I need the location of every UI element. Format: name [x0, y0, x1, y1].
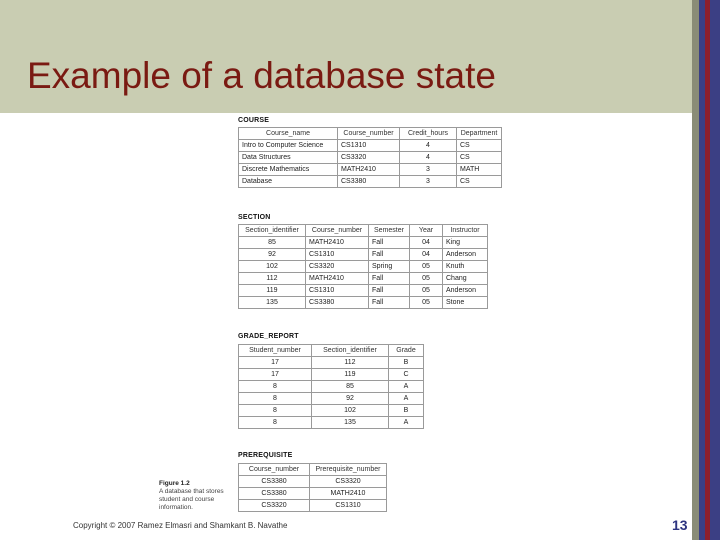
- table-cell: B: [389, 405, 424, 417]
- table-row: [239, 297, 488, 309]
- table-row: [239, 500, 387, 512]
- table-cell: Anderson: [443, 249, 488, 261]
- table-row: [239, 237, 488, 249]
- column-header: Grade: [389, 345, 424, 357]
- grade-report-table: [238, 344, 424, 429]
- table-cell: CS3380: [306, 297, 369, 309]
- table-cell: 119: [239, 285, 306, 297]
- table-cell: 3: [400, 176, 457, 188]
- table-row: [239, 476, 387, 488]
- column-header: Department: [457, 128, 502, 140]
- table-cell: Database: [239, 176, 338, 188]
- table-cell: CS3320: [239, 500, 310, 512]
- table-cell: 85: [312, 381, 389, 393]
- table-cell: Data Structures: [239, 152, 338, 164]
- table-cell: CS3320: [310, 476, 387, 488]
- section-table-label: SECTION: [238, 214, 271, 221]
- table-cell: Fall: [369, 249, 410, 261]
- table-cell: MATH2410: [310, 488, 387, 500]
- table-cell: Chang: [443, 273, 488, 285]
- table-row: [239, 176, 502, 188]
- decorative-stripe: [710, 0, 720, 540]
- table-cell: C: [389, 369, 424, 381]
- table-cell: 102: [312, 405, 389, 417]
- table-row: [239, 249, 488, 261]
- table-cell: 8: [239, 417, 312, 429]
- table-cell: Fall: [369, 285, 410, 297]
- table-cell: Anderson: [443, 285, 488, 297]
- column-header: Course_number: [306, 225, 369, 237]
- table-row: [239, 381, 424, 393]
- slide-title: Example of a database state: [27, 55, 496, 96]
- table-cell: CS3380: [239, 476, 310, 488]
- table-row: [239, 417, 424, 429]
- table-row: [239, 357, 424, 369]
- table-cell: 119: [312, 369, 389, 381]
- decorative-stripe: [692, 0, 699, 540]
- table-cell: CS: [457, 140, 502, 152]
- table-cell: A: [389, 381, 424, 393]
- column-header: Section_identifier: [239, 225, 306, 237]
- table-cell: 112: [239, 273, 306, 285]
- column-header: Year: [410, 225, 443, 237]
- table-cell: 05: [410, 297, 443, 309]
- column-header: Prerequisite_number: [310, 464, 387, 476]
- table-row: [239, 369, 424, 381]
- table-cell: CS1310: [310, 500, 387, 512]
- table-cell: Fall: [369, 273, 410, 285]
- section-table: [238, 224, 488, 309]
- course-table-label: COURSE: [238, 117, 270, 124]
- table-cell: 92: [312, 393, 389, 405]
- page-number: 13: [672, 517, 688, 533]
- table-cell: CS1310: [306, 249, 369, 261]
- figure-caption: [159, 480, 239, 512]
- table-row: [239, 152, 502, 164]
- table-cell: 4: [400, 152, 457, 164]
- prerequisite-table-label: PREREQUISITE: [238, 452, 293, 459]
- table-cell: Intro to Computer Science: [239, 140, 338, 152]
- table-row: [239, 405, 424, 417]
- table-cell: MATH2410: [306, 273, 369, 285]
- table-cell: A: [389, 417, 424, 429]
- table-cell: 8: [239, 381, 312, 393]
- table-cell: King: [443, 237, 488, 249]
- table-cell: 8: [239, 405, 312, 417]
- table-cell: 135: [239, 297, 306, 309]
- column-header: Credit_hours: [400, 128, 457, 140]
- column-header: Course_number: [239, 464, 310, 476]
- column-header: Student_number: [239, 345, 312, 357]
- figure-number: Figure 1.2: [159, 480, 190, 487]
- table-row: [239, 488, 387, 500]
- figure-caption-text: A database that stores student and course information.: [159, 488, 224, 511]
- table-row: [239, 140, 502, 152]
- column-header: Semester: [369, 225, 410, 237]
- table-cell: 102: [239, 261, 306, 273]
- table-cell: MATH2410: [306, 237, 369, 249]
- table-cell: 92: [239, 249, 306, 261]
- table-cell: 05: [410, 261, 443, 273]
- table-cell: Stone: [443, 297, 488, 309]
- course-table: [238, 127, 502, 188]
- table-header-row: [239, 464, 387, 476]
- prerequisite-table: [238, 463, 387, 512]
- table-cell: CS3380: [239, 488, 310, 500]
- table-cell: CS: [457, 176, 502, 188]
- table-row: [239, 285, 488, 297]
- table-cell: 112: [312, 357, 389, 369]
- column-header: Instructor: [443, 225, 488, 237]
- column-header: Course_name: [239, 128, 338, 140]
- table-cell: Discrete Mathematics: [239, 164, 338, 176]
- table-row: [239, 393, 424, 405]
- table-header-row: [239, 345, 424, 357]
- table-cell: 8: [239, 393, 312, 405]
- table-cell: 17: [239, 369, 312, 381]
- table-cell: 04: [410, 237, 443, 249]
- table-cell: 05: [410, 273, 443, 285]
- table-cell: 85: [239, 237, 306, 249]
- table-cell: 05: [410, 285, 443, 297]
- table-cell: MATH2410: [338, 164, 400, 176]
- column-header: Section_identifier: [312, 345, 389, 357]
- table-cell: CS3320: [306, 261, 369, 273]
- table-cell: CS1310: [306, 285, 369, 297]
- table-cell: CS3320: [338, 152, 400, 164]
- table-cell: 17: [239, 357, 312, 369]
- table-cell: CS1310: [338, 140, 400, 152]
- table-cell: MATH: [457, 164, 502, 176]
- table-cell: Knuth: [443, 261, 488, 273]
- table-cell: Fall: [369, 297, 410, 309]
- table-cell: CS: [457, 152, 502, 164]
- table-header-row: [239, 225, 488, 237]
- table-row: [239, 261, 488, 273]
- table-row: [239, 164, 502, 176]
- table-cell: 04: [410, 249, 443, 261]
- copyright-text: Copyright © 2007 Ramez Elmasri and Shamkant B. Navathe: [73, 521, 288, 530]
- column-header: Course_number: [338, 128, 400, 140]
- table-cell: B: [389, 357, 424, 369]
- grade-report-table-label: GRADE_REPORT: [238, 333, 299, 340]
- table-cell: A: [389, 393, 424, 405]
- table-header-row: [239, 128, 502, 140]
- table-cell: 135: [312, 417, 389, 429]
- table-row: [239, 273, 488, 285]
- table-cell: 3: [400, 164, 457, 176]
- table-cell: CS3380: [338, 176, 400, 188]
- table-cell: Fall: [369, 237, 410, 249]
- table-cell: Spring: [369, 261, 410, 273]
- table-cell: 4: [400, 140, 457, 152]
